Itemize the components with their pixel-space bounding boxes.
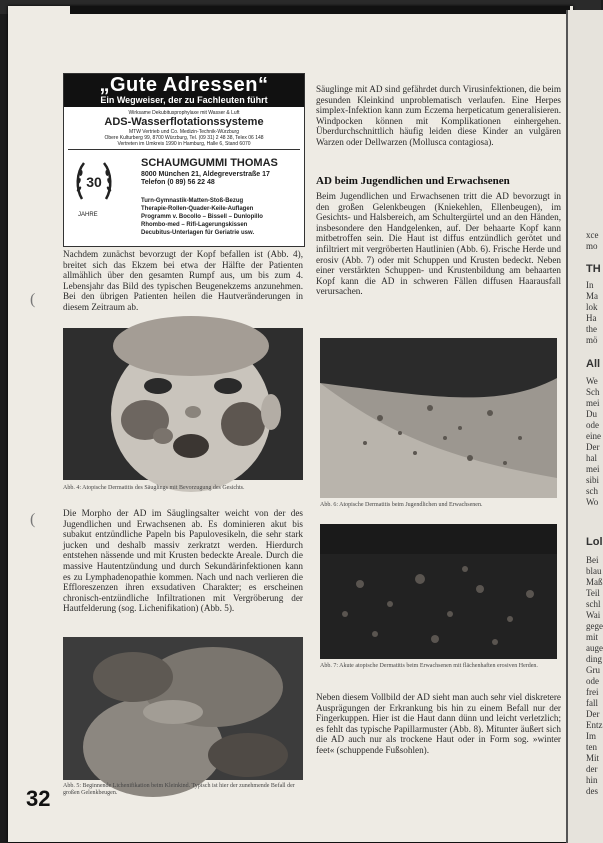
section-heading: AD beim Jugendlichen und Erwachsenen xyxy=(316,175,510,187)
ad-address-block xyxy=(141,171,270,187)
adjacent-text: hal xyxy=(586,453,597,463)
adjacent-text: mei xyxy=(586,464,600,474)
caption-fig7: Abb. 7: Akute atopische Dermatitis beim Erwachsenen mit flächenhaften erosiven Herden. xyxy=(320,663,538,669)
page-number: 32 xyxy=(26,786,51,811)
ad-company-ads: ADS-Wasserflotationssysteme xyxy=(104,116,264,128)
adjacent-text: ten xyxy=(586,742,597,752)
adjacent-text: Wo xyxy=(586,497,599,507)
adjacent-text: Der xyxy=(586,442,600,452)
right-paragraph-1: Säuglinge mit AD sind gefährdet durch Virusinfektionen, die beim gesunden Kleinkind unproblematisch verlaufen. Eine Herpes simplex-Infektion kann zum Eczema herpeticatum generalisieren. Windpocken können mit Komplikationen einhergehen. Überdurchschnittlich häufig leiden diese Kinder an vulgären Warzen oder Dellwarzen (Mollusca contagiosa). xyxy=(316,84,561,147)
adjacent-text: mit xyxy=(586,632,599,642)
ad-line1: Wirksame Dekubitusprophylaxe mit Wasser & Luft xyxy=(128,110,240,116)
adjacent-text: Mit xyxy=(586,753,600,763)
right-paragraph-2: Beim Jugendlichen und Erwachsenen tritt die AD bevorzugt in den großen Gelenkbeugen (Kniekehlen, Ellenbeugen), im Gesichts- und Halsbereich, am Schultergürtel und an den Händen, insbesondere den Handgelenken, auf. Der behaarte Kopf kann mitbetroffen sein. Die Haut ist diffus entzündlich gerötet und infiltriert mit vergröberten Hautlinien (Abb. 6). Frische Herde und erosiv (Abb. 7) oder mit Schuppen und Krusten bedeckt. Neben einer verstärkten Schuppen- und Krustenbildung am behaarten Kopf kann die AD in schweren Fällen diffusen Haarausfall verursachen. xyxy=(316,191,561,297)
adjacent-text: Du xyxy=(586,409,597,419)
adjacent-text: Ma xyxy=(586,291,598,301)
adjacent-text: des xyxy=(586,786,598,796)
adjacent-text: sibi xyxy=(586,475,600,485)
adjacent-text: We xyxy=(586,376,598,386)
adjacent-text: Im xyxy=(586,731,596,741)
caption-fig6: Abb. 6: Atopische Dermatitis beim Jugendlichen und Erwachsenen. xyxy=(320,502,483,508)
adjacent-text: Ha xyxy=(586,313,597,323)
magazine-page xyxy=(8,6,573,842)
adjacent-text: ode xyxy=(586,676,599,686)
ad-seal-number: 30 xyxy=(86,174,102,190)
ad-line3: Obere Kulturberg 99, 8700 Würzburg, Tel. (09 31) 2 48 38, Telex 06 148 xyxy=(104,135,264,141)
advertisement-box xyxy=(63,73,305,247)
adjacent-text: xce xyxy=(586,230,599,240)
ad-product-item: Rhombo-med – Rifi-Lagerungskissen xyxy=(141,222,248,228)
adjacent-text: hin xyxy=(586,775,598,785)
ad-product-list xyxy=(141,197,263,237)
margin-mark: ( xyxy=(30,291,36,308)
adjacent-text: mö xyxy=(586,335,598,345)
adjacent-text: ode xyxy=(586,420,599,430)
adjacent-text: Maß xyxy=(586,577,603,587)
adjacent-text: Bei xyxy=(586,555,599,565)
ad-product-item: Decubitus-Unterlagen für Geriatrie usw. xyxy=(141,230,255,236)
ad-company-schaumgummi: SCHAUMGUMMI THOMAS xyxy=(141,157,278,169)
photo-infant-face xyxy=(63,328,303,480)
adjacent-text: mei xyxy=(586,398,600,408)
adjacent-text: Teil xyxy=(586,588,600,598)
adjacent-text: Sch xyxy=(586,387,600,397)
adjacent-text: Gru xyxy=(586,665,600,675)
adjacent-text: Entz xyxy=(586,720,603,730)
adjacent-text: Wai xyxy=(586,610,601,620)
adjacent-page-edge xyxy=(566,10,603,843)
adjacent-text: Der xyxy=(586,709,600,719)
right-paragraph-3: Neben diesem Vollbild der AD sieht man auch sehr viel diskretere Ausprägungen der Erkrankung bis hin zu einem Befall nur der Fingerkuppen. Hier ist die Haut dann dünn und leicht verletzlich; es fehlt das typische Papillarmuster (Abb. 8). Mitunter äußert sich die AD auch nur als trockene Haut oder in Form sog. »winter feet« (schuppende Fußsohlen). xyxy=(316,692,561,755)
adjacent-text: lok xyxy=(586,302,598,312)
adjacent-text: gege xyxy=(586,621,603,631)
adjacent-heading: All xyxy=(586,358,601,370)
caption-fig5: Abb. 5: Beginnende Lichenifikation beim Kleinkind. Typisch ist hier der zunehmende Befall der großen Gelenkbeugen. xyxy=(63,783,295,796)
adjacent-text: blau xyxy=(586,566,602,576)
adjacent-text: mo xyxy=(586,241,598,251)
ad-subtitle: Ein Wegweiser, der zu Fachleuten führt xyxy=(100,95,268,105)
adjacent-text: TH xyxy=(586,263,601,275)
photo-skin-erosion xyxy=(320,524,557,659)
ad-divider xyxy=(68,149,300,150)
adjacent-text: frei xyxy=(586,687,599,697)
ad-line4: Vertreten im Umkreis 1990 in Hamburg, Halle 6, Stand 6070 xyxy=(117,141,251,147)
adjacent-text: der xyxy=(586,764,598,774)
left-paragraph-2: Die Morpho der AD im Säuglingsalter weicht von der des Jugendlichen und Erwachsenen ab. Es dominieren akut bis subakut entzündliche Papeln bis Papulovesikeln, die sehr stark jucken und deshalb massiv zerkratzt werden. Hierdurch entstehen nässende und mit Krusten bedeckte Areale. Durch die massive Hautentzündung und durch Sekundärinfektionen kann es zu Lymphadenopathie kommen. Nach und nach verlieren die Effloreszenzen ihren exsudativen Charakter; es erscheinen chronisch-entzündliche Infiltrationen mit Vergröberung der Hautfelderung (sog. Lichenifikation) (Abb. 5). xyxy=(63,508,303,614)
ad-product-item: Programm v. Bocollo – Bissell – Dunlopillo xyxy=(141,214,263,220)
margin-mark: ( xyxy=(30,511,36,528)
ad-line2: MTW Vertrieb und Co. Medizin-Technik-Würzburg xyxy=(128,129,240,135)
adjacent-heading: Lol xyxy=(586,536,603,548)
ad-product-item: Turn-Gymnastik-Matten-Stoß-Bezug xyxy=(141,198,244,204)
adjacent-text: In xyxy=(586,280,594,290)
caption-fig4: Abb. 4: Atopische Dermatitis des Säuglings mit Bevorzugung des Gesichts. xyxy=(63,485,245,491)
adjacent-text: the xyxy=(586,324,597,334)
ad-product-item: Therapie-Rollen-Quader-Keile-Auflagen xyxy=(141,206,254,212)
photo-skin-neck xyxy=(320,338,557,498)
adjacent-text: sch xyxy=(586,486,598,496)
ad-header xyxy=(64,74,304,107)
ad-phone: Telefon (0 89) 56 22 48 xyxy=(141,179,215,186)
adjacent-text: eine xyxy=(586,431,601,441)
adjacent-text: schl xyxy=(586,599,601,609)
photo-lichenification xyxy=(63,637,303,780)
left-paragraph-1: Nachdem zunächst bevorzugt der Kopf befallen ist (Abb. 4), breitet sich das Ekzem bei etwa der Hälfte der Patienten allmählich über den gesamten Rumpf aus, um bis zum 4. Lebensjahr das Bild des typischen Beugenekzems anzunehmen. Bei den übrigen Patienten heilen die Hautveränderungen in diesem Zeitraum ab. xyxy=(63,249,303,312)
adjacent-text: ding xyxy=(586,654,603,664)
ad-title: „Gute Adressen“ xyxy=(99,74,269,96)
adjacent-text: fall xyxy=(586,698,598,708)
ad-address: 8000 München 21, Aldegreverstraße 17 xyxy=(141,171,270,178)
adjacent-text: auge xyxy=(586,643,603,653)
page-top-stripe xyxy=(70,6,570,14)
ad-jahre-label: JAHRE xyxy=(78,212,98,218)
